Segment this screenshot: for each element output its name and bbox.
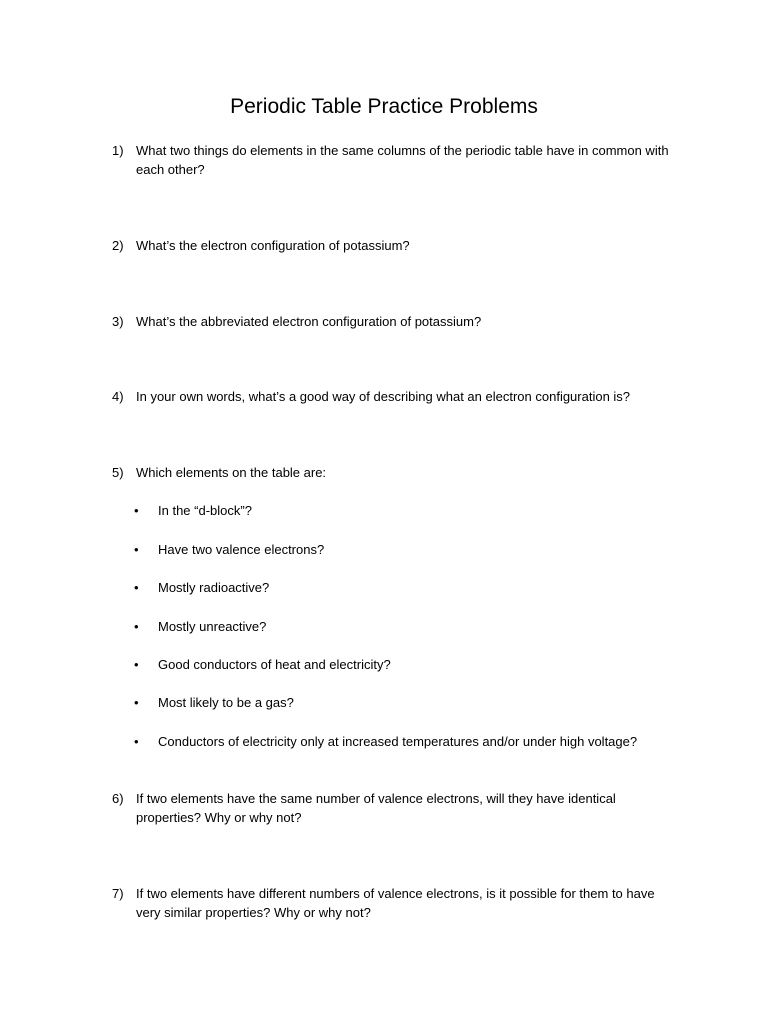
- list-item-text: Good conductors of heat and electricity?: [158, 657, 391, 672]
- q5-list-item: [134, 617, 694, 636]
- q5-list-item: [134, 732, 694, 751]
- question-text: What’s the electron configuration of potassium?: [136, 238, 410, 253]
- question-text: Which elements on the table are:: [136, 465, 327, 480]
- question-6: [112, 789, 672, 827]
- question-2: [112, 236, 672, 255]
- question-text: In your own words, what’s a good way of describing what an electron configuration is?: [136, 389, 631, 404]
- bullet-icon: •: [134, 695, 139, 710]
- question-text: What two things do elements in the same columns of the periodic table have in common with each other?: [136, 143, 669, 177]
- question-1: [112, 141, 672, 179]
- question-5: [112, 463, 672, 482]
- bullet-icon: •: [134, 734, 139, 749]
- question-text: If two elements have different numbers of valence electrons, is it possible for them to have very similar properties? Why or why not?: [136, 886, 655, 920]
- page-title: Periodic Table Practice Problems: [230, 95, 538, 118]
- list-item-text: In the “d-block”?: [158, 503, 252, 518]
- question-number: 6): [112, 791, 124, 806]
- question-3: [112, 312, 672, 331]
- list-item-text: Most likely to be a gas?: [158, 695, 294, 710]
- q5-list-item: [134, 501, 694, 520]
- question-number: 2): [112, 238, 124, 253]
- question-4: [112, 387, 672, 406]
- q5-list-item: [134, 693, 694, 712]
- q5-list-item: [134, 578, 694, 597]
- question-text: What’s the abbreviated electron configuration of potassium?: [136, 314, 482, 329]
- question-number: 3): [112, 314, 124, 329]
- list-item-text: Have two valence electrons?: [158, 542, 325, 557]
- q5-list-item: [134, 540, 694, 559]
- bullet-icon: •: [134, 619, 139, 634]
- bullet-icon: •: [134, 503, 139, 518]
- question-number: 5): [112, 465, 124, 480]
- question-number: 4): [112, 389, 124, 404]
- list-item-text: Conductors of electricity only at increased temperatures and/or under high voltage?: [158, 734, 638, 749]
- question-number: 7): [112, 886, 124, 901]
- bullet-icon: •: [134, 542, 139, 557]
- question-text: If two elements have the same number of valence electrons, will they have identical properties? Why or why not?: [136, 791, 616, 825]
- list-item-text: Mostly unreactive?: [158, 619, 267, 634]
- question-number: 1): [112, 143, 124, 158]
- q5-list-item: [134, 655, 694, 674]
- question-7: [112, 884, 672, 922]
- list-item-text: Mostly radioactive?: [158, 580, 270, 595]
- bullet-icon: •: [134, 657, 139, 672]
- bullet-icon: •: [134, 580, 139, 595]
